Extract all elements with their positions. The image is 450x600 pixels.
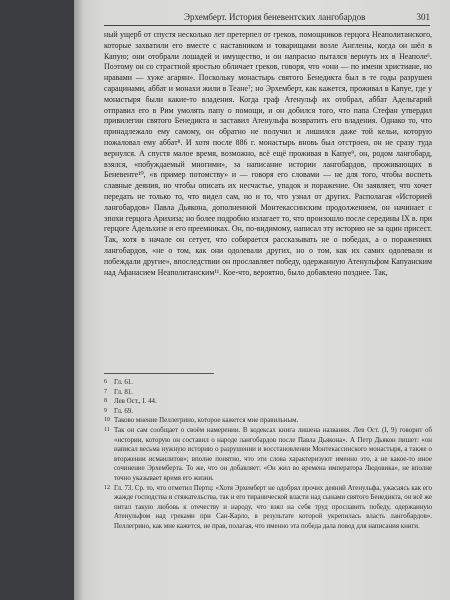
footnote	[104, 378, 432, 388]
footnote-text: Таково мнение Пеллегрино, которое кажется мне правильным.	[114, 417, 299, 425]
footnote	[104, 397, 432, 407]
footnote	[104, 426, 432, 484]
footnote	[104, 484, 432, 532]
footnote-text: Гл. 61.	[114, 379, 133, 386]
footnote-text: Гл. 69.	[114, 407, 133, 415]
footnote-number: 11	[104, 426, 110, 433]
footnote-text: Так он сам сообщает о своём намерении. В кодексах книга лишена названия. Лев Ост. (I, 9) говорит об «истории, которую он составил о народе лангобардов после Павла Дьякона». А Петр Дьякон пишет: «он написал весьма нужную историю о разрушении и восстановлении Монтекассинского монастыря, а также о вторжении исмаилитов»; вполне понятно, что эти слова характеризуют именно это, а не какое-то иное сочинение Эрхемберта. То же, что он добавляет: «Он жил во времена императора Людовика», не вполне точно указывает время его жизни.	[114, 426, 432, 482]
page-number: 301	[416, 12, 430, 22]
footnote-number: 8	[104, 398, 107, 405]
footnote-text: Лев Ост., I. 44.	[114, 398, 157, 406]
footnote-text: Гл. 73. Ср. то, что отметил Пертц: «Хотя Эрхемберт не одобрял прочих деяний Атенульфа, ужасаясь как его жажде господства и стяжательства, так и его тиранической власти над сынами святого Бенедикта, он всё же питал такую любовь к отечеству и народу, что взял на себя труд прославить победу, одержанную Атенульфом над греками при Сан-Карло, в результате которой укрепилась власть лангобардов». Пеллегрино, как мне кажется, не прав, полагая, что именно эта победа дала повод для написания книги.	[114, 484, 432, 530]
footnote-number: 9	[104, 407, 107, 414]
footnote-number: 10	[104, 417, 110, 424]
footnotes	[104, 378, 432, 600]
header-rule	[104, 25, 430, 26]
running-header	[104, 12, 430, 26]
footnote	[104, 416, 432, 426]
page-gutter	[74, 0, 84, 600]
footnote-number: 7	[104, 388, 107, 395]
book-page	[74, 0, 450, 600]
main-paragraph: ный ущерб от спустя несколько лет претерпел от греков, помощников герцога Неаполитанского, которые захватили его вместе с наставником и товарищами возле Англены, когда он шёл в Капую; они отобрали лошадей и имущество, и он напрасно пытался вернуть их в Неаполе⁶. Поэтому он со страстной яростью обличает греков, говоря, что «они — по имени христиане, но нравами — хуже агарян». Поскольку монастырь святого Бенедикта был в те годы разрушен сарацинами, аббат и монахи жили в Теане⁷; но Эрхемберт, как кажется, проживал в Капуе, где у монастыря были какие-то владения. Когда граф Атенульф их отобрал, аббат Адельгарий отправил его в Рим умолять папу о помощи, и он добился того, что папа Стефан утвердил привилегии святого Бенедикта и заставил Атенульфа возвратить его владения. Однако то, что принадлежало ему самому, он обратно не получил и лишился даже той кельи, которую пожаловал ему аббат⁸. И хотя после 886 г. монастырь вновь был отстроен, он не сразу туда вернулся. А спустя малое время, возможно, всё ещё проживая в Капуе⁹, он, родом лангобард, взялся, «побуждаемый многими», за написание истории лангобардов, проживающих в Беневенте¹⁰, «в пример потомству» и — говоря его словами — не для того, чтобы воспеть славные деяния, но чтобы описать их несчастье, упадок и поражение. Он заявляет, что хочет передать не только то, что видел сам, но и то, что узнал от других. Располагая «Историей лангобардов» Павла Дьякона, дополненной Монтекассинским продолжением, он начинает с эпохи герцога Арихиза; но более подробно излагает то, что произошло после середины IX в. при герцоге Адельхизе и его преемниках. Он, по-видимому, написал эту историю не за один присест. Так, хотя в начале он сетует, что собирается рассказывать не о победах, а о поражениях лангобардов, «не о том, как они одолевали других, но о том, как их самих одолевали и побеждали другие», впоследствии он прославляет победу, одержанную Атенульфом Капуанским над Афанасием Неаполитанским¹¹. Кое-что, вероятно, было добавлено позднее. Так,	[104, 30, 432, 277]
footnote	[104, 388, 432, 398]
footnote-number: 12	[104, 484, 110, 491]
footnote-separator	[104, 373, 214, 374]
footnote	[104, 407, 432, 417]
footnote-number: 6	[104, 379, 107, 385]
main-text	[104, 30, 432, 360]
running-title: Эрхемберт. История беневентских лангобардов	[184, 12, 366, 22]
footnote-text: Гл. 81.	[114, 388, 133, 396]
